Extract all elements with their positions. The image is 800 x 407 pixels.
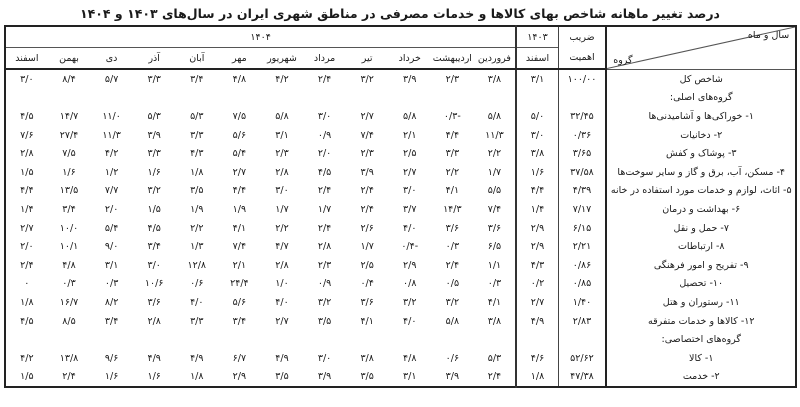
month-value-cell: ۱۴/۷ xyxy=(59,110,79,122)
month-value-cell: ۱/۷ xyxy=(360,241,374,253)
month-value-cell: ۲/۰ xyxy=(20,241,34,253)
table-row xyxy=(5,275,796,294)
month-1404-header: آذر xyxy=(133,48,176,70)
month-value-cell: ۲/۲ xyxy=(275,222,289,234)
table-row xyxy=(5,144,796,163)
month-value-cell: ۲/۳ xyxy=(360,148,374,160)
section-label: گروه‌های اصلی: xyxy=(606,89,796,108)
weight-cell: ۰/۸۵ xyxy=(558,275,606,294)
table-row xyxy=(5,219,796,238)
month-1404-header: مرداد xyxy=(303,48,346,70)
empty-cell xyxy=(516,330,558,349)
month-value-cell: ۱۳/۸ xyxy=(59,352,79,364)
cpi-monthly-change-table xyxy=(4,25,797,388)
esfand-1403-cell: ۴/۶ xyxy=(516,349,558,368)
month-value-cell: ۰/۳ xyxy=(445,241,460,253)
month-value-cell: ۱۰/۱ xyxy=(59,241,79,253)
month-value-cell: ۲/۷ xyxy=(20,222,34,234)
table-row xyxy=(5,182,796,201)
month-value-cell: ۲/۴ xyxy=(487,371,502,383)
month-value-cell: ۴/۰ xyxy=(403,222,417,234)
month-value-cell: ۵/۳ xyxy=(190,110,204,122)
month-value-cell: ۳/۲ xyxy=(445,296,460,308)
month-value-cell: ۱/۷ xyxy=(275,203,289,215)
month-value-cell: ۹/۶ xyxy=(104,352,119,364)
month-value-cell: ۱۱/۰ xyxy=(102,110,121,122)
table-row xyxy=(5,163,796,182)
month-value-cell: ۲/۴ xyxy=(445,259,460,271)
month-value-cell: ۷/۷ xyxy=(104,185,119,197)
month-value-cell: ۱۰/۶ xyxy=(144,278,164,290)
corner-header xyxy=(606,26,796,69)
group-name-cell: ۳- پوشاک و کفش xyxy=(606,144,796,163)
esfand-1403-cell: ۲/۹ xyxy=(516,219,558,238)
month-value-cell: ۵/۷ xyxy=(104,73,119,85)
month-value-cell: ۱/۷ xyxy=(487,166,502,178)
month-value-cell: ۴/۱ xyxy=(232,222,247,234)
month-value-cell: ۴/۱ xyxy=(445,185,460,197)
month-value-cell: ۳/۳ xyxy=(190,315,204,327)
month-value-cell: ۳/۱ xyxy=(403,371,417,383)
month-value-cell: ۲/۱ xyxy=(403,129,417,141)
group-name-cell: ۷- حمل و نقل xyxy=(606,219,796,238)
month-value-cell: ۶/۷ xyxy=(232,352,247,364)
table-body xyxy=(5,69,796,387)
month-value-cell: ۰/۶ xyxy=(445,352,460,364)
esfand-1403-cell: ۳/۸ xyxy=(516,144,558,163)
table-row xyxy=(5,126,796,145)
empty-cell xyxy=(558,330,606,349)
esfand-1403-cell: ۳/۰ xyxy=(516,126,558,145)
weight-header-line1: ضریب xyxy=(558,26,606,48)
month-value-cell: ۷/۴ xyxy=(232,241,247,253)
month-value-cell: ۴/۵ xyxy=(20,315,34,327)
month-value-cell: ۰/۹ xyxy=(317,129,332,141)
month-value-cell: ۱/۸ xyxy=(190,166,204,178)
month-value-cell: ۶/۵ xyxy=(487,241,502,253)
month-value-cell: ۷/۶ xyxy=(20,129,34,141)
month-value-cell: ۲/۳ xyxy=(445,73,460,85)
month-value-cell: ۴/۲ xyxy=(20,352,34,364)
month-value-cell: ۰/۶ xyxy=(190,278,204,290)
table-row xyxy=(5,107,796,126)
month-value-cell: ۳/۱ xyxy=(275,129,289,141)
month-value-cell: ۲/۳ xyxy=(275,148,289,160)
month-value-cell: ۴/۰ xyxy=(275,296,289,308)
weight-cell: ۲/۲۱ xyxy=(558,237,606,256)
month-value-cell: ۱/۷ xyxy=(317,203,332,215)
weight-cell: ۳۲/۴۵ xyxy=(558,107,606,126)
month-value-cell: ۴/۱ xyxy=(360,315,374,327)
month-value-cell: ۰/۳ xyxy=(487,278,502,290)
month-value-cell: ۳/۳ xyxy=(147,73,161,85)
month-value-cell: ۴/۹ xyxy=(147,352,161,364)
month-value-cell: ۴/۲ xyxy=(104,148,119,160)
month-value-cell: ۵/۴ xyxy=(104,222,119,234)
month-1404-header: شهریور xyxy=(261,48,304,70)
month-1404-header: بهمن xyxy=(48,48,91,70)
esfand-1403-cell: ۱/۶ xyxy=(516,163,558,182)
month-value-cell: ۲/۲ xyxy=(445,166,460,178)
month-value-cell: ۷/۵ xyxy=(62,148,76,160)
month-value-cell: ۲/۷ xyxy=(360,110,374,122)
month-value-cell: ۲/۲ xyxy=(190,222,204,234)
month-value-cell: ۲/۴ xyxy=(317,185,332,197)
month-value-cell: ۴/۴ xyxy=(232,185,247,197)
weight-cell: ۱۰۰/۰۰ xyxy=(558,69,606,89)
month-value-cell: ۳/۵ xyxy=(360,371,374,383)
month-1404-header: فروردین xyxy=(474,48,517,70)
month-value-cell: ۲/۳ xyxy=(317,259,332,271)
month-value-cell: ۲/۴ xyxy=(360,185,374,197)
month-value-cell: ۳/۲ xyxy=(317,296,332,308)
month-value-cell: ۴/۸ xyxy=(62,259,76,271)
month-value-cell: ۱/۹ xyxy=(190,203,204,215)
month-value-cell: ۲/۸ xyxy=(20,148,34,160)
month-value-cell: ۰/۳ xyxy=(62,278,76,290)
group-name-cell: شاخص کل xyxy=(606,69,796,89)
corner-label-year-month: سال و ماه xyxy=(747,30,790,41)
month-value-cell: ۱۶/۷ xyxy=(59,296,79,308)
month-value-cell: ۵/۵ xyxy=(487,185,502,197)
month-value-cell: ۲/۴ xyxy=(317,73,332,85)
month-value-cell: ۳/۶ xyxy=(445,222,460,234)
month-value-cell: ۴/۱ xyxy=(487,296,502,308)
weight-cell: ۴/۳۹ xyxy=(558,182,606,201)
section-row xyxy=(5,89,796,108)
weight-cell: ۱/۴۰ xyxy=(558,293,606,312)
corner-label-group: گروه xyxy=(613,54,633,66)
table-row xyxy=(5,312,796,331)
weight-cell: ۲/۸۳ xyxy=(558,312,606,331)
group-name-cell: ۴- مسکن، آب، برق و گاز و سایر سوخت‌ها xyxy=(606,163,796,182)
month-value-cell: ۲/۵ xyxy=(403,148,417,160)
month-value-cell: ۳/۰ xyxy=(317,110,332,122)
year-1404-header: ۱۴۰۴ xyxy=(5,26,516,48)
esfand-1403-cell: ۱/۴ xyxy=(516,200,558,219)
month-value-cell: ۳/۶ xyxy=(147,296,161,308)
group-name-cell: ۲- خدمت xyxy=(606,368,796,388)
month-value-cell: ۷/۴ xyxy=(360,129,374,141)
month-value-cell: ۳/۰ xyxy=(20,73,34,85)
month-value-cell: ۳/۰ xyxy=(317,352,332,364)
month-value-cell: ۰/۸ xyxy=(403,278,417,290)
month-value-cell: ۸/۵ xyxy=(62,315,76,327)
month-value-cell: ۲/۲ xyxy=(487,148,502,160)
empty-cell xyxy=(516,89,558,108)
month-value-cell: -۰/۴ xyxy=(401,241,419,253)
month-value-cell: ۲/۵ xyxy=(360,259,374,271)
month-value-cell: ۳/۴ xyxy=(104,315,119,327)
group-name-cell: ۱- کالا xyxy=(606,349,796,368)
month-value-cell: ۲/۴ xyxy=(62,371,76,383)
section-row xyxy=(5,330,796,349)
month-value-cell: ۲/۰ xyxy=(104,203,119,215)
month-value-cell: ۲/۴ xyxy=(20,259,34,271)
empty-cell xyxy=(5,89,516,108)
month-value-cell: ۱/۱ xyxy=(487,259,502,271)
group-name-cell: ۱۰- تحصیل xyxy=(606,275,796,294)
month-value-cell: ۱۴/۳ xyxy=(443,203,462,215)
month-value-cell: ۴/۷ xyxy=(275,241,289,253)
month-value-cell: ۰ xyxy=(24,278,30,290)
month-value-cell: ۲/۹ xyxy=(403,259,417,271)
esfand-1403-cell: ۲/۹ xyxy=(516,237,558,256)
month-value-cell: ۴/۲ xyxy=(275,73,289,85)
month-value-cell: ۵/۸ xyxy=(445,315,460,327)
month-value-cell: ۳/۳ xyxy=(147,148,161,160)
month-value-cell: ۱/۰ xyxy=(275,278,289,290)
esfand-1403-cell: ۲/۷ xyxy=(516,293,558,312)
month-1404-header: دی xyxy=(90,48,133,70)
month-value-cell: ۱/۸ xyxy=(190,371,204,383)
empty-cell xyxy=(558,89,606,108)
month-value-cell: ۳/۹ xyxy=(445,371,460,383)
group-name-cell: ۱- خوراکی‌ها و آشامیدنی‌ها xyxy=(606,107,796,126)
table-row xyxy=(5,293,796,312)
month-value-cell: ۳/۴ xyxy=(147,241,161,253)
month-value-cell: ۱/۵ xyxy=(147,203,161,215)
group-name-cell: ۱۲- کالاها و خدمات متفرقه xyxy=(606,312,796,331)
esfand-1403-cell: ۱/۸ xyxy=(516,368,558,388)
month-value-cell: ۳/۸ xyxy=(487,73,502,85)
group-name-cell: ۶- بهداشت و درمان xyxy=(606,200,796,219)
month-value-cell: ۴/۴ xyxy=(445,129,460,141)
month-value-cell: ۴/۰ xyxy=(403,315,417,327)
weight-header-line2: اهمیت xyxy=(558,48,606,70)
month-value-cell: ۲/۴ xyxy=(317,222,332,234)
month-value-cell: ۲۷/۴ xyxy=(59,129,79,141)
month-value-cell: ۴/۵ xyxy=(20,110,34,122)
month-value-cell: ۵/۸ xyxy=(487,110,502,122)
weight-cell: ۰/۸۶ xyxy=(558,256,606,275)
month-1404-header: آبان xyxy=(175,48,218,70)
month-value-cell: ۳/۳ xyxy=(190,129,204,141)
group-name-cell: ۲- دخانیات xyxy=(606,126,796,145)
esfand-1403-cell: ۳/۱ xyxy=(516,69,558,89)
month-value-cell: ۳/۷ xyxy=(403,203,417,215)
month-value-cell: ۲/۸ xyxy=(317,241,332,253)
month-value-cell: ۵/۶ xyxy=(232,296,247,308)
weight-cell: ۳/۶۵ xyxy=(558,144,606,163)
month-value-cell: ۵/۳ xyxy=(147,110,161,122)
month-value-cell: ۲/۱ xyxy=(232,259,247,271)
month-value-cell: ۴/۸ xyxy=(232,73,247,85)
month-value-cell: ۱۰/۰ xyxy=(59,222,79,234)
weight-cell: ۵۲/۶۲ xyxy=(558,349,606,368)
weight-cell: ۳۷/۵۸ xyxy=(558,163,606,182)
month-value-cell: ۷/۵ xyxy=(232,110,247,122)
month-value-cell: ۹/۰ xyxy=(104,241,119,253)
esfand-1403-cell: ۴/۴ xyxy=(516,182,558,201)
table-title: درصد تغییر ماهانه شاخص بهای کالاها و خدمات مصرفی در مناطق شهری ایران در سال‌های ۱۴۰۳ و ۱۴۰۴ xyxy=(80,6,720,21)
year-1403-header: ۱۴۰۳ xyxy=(516,26,558,48)
month-value-cell: ۰/۴ xyxy=(360,278,374,290)
month-value-cell: ۲/۸ xyxy=(147,315,161,327)
month-value-cell: ۰/۳ xyxy=(104,278,119,290)
month-value-cell: ۱/۶ xyxy=(104,371,119,383)
month-value-cell: ۱/۶ xyxy=(62,166,76,178)
month-value-cell: ۳/۲ xyxy=(147,185,161,197)
month-value-cell: ۳/۹ xyxy=(147,129,161,141)
month-value-cell: ۱۱/۳ xyxy=(102,129,121,141)
month-value-cell: ۳/۱ xyxy=(104,259,119,271)
esfand-1403-cell: ۰/۲ xyxy=(516,275,558,294)
month-value-cell: ۳/۴ xyxy=(190,73,204,85)
month-value-cell: ۱/۲ xyxy=(104,166,119,178)
month-1404-header: اسفند xyxy=(5,48,48,70)
month-value-cell: ۱/۶ xyxy=(147,166,161,178)
group-name-cell: ۱۱- رستوران و هتل xyxy=(606,293,796,312)
month-1404-header: خرداد xyxy=(388,48,431,70)
table-row xyxy=(5,349,796,368)
month-value-cell: ۵/۳ xyxy=(487,352,502,364)
month-value-cell: ۳/۵ xyxy=(275,371,289,383)
month-value-cell: ۳/۹ xyxy=(317,371,332,383)
month-value-cell: ۳/۰ xyxy=(275,185,289,197)
month-1404-header: مهر xyxy=(218,48,261,70)
month-value-cell: ۸/۲ xyxy=(104,296,119,308)
month-value-cell: ۷/۴ xyxy=(487,203,502,215)
month-value-cell: ۰/۵ xyxy=(445,278,460,290)
table-row xyxy=(5,200,796,219)
month-value-cell: ۱/۵ xyxy=(20,166,34,178)
month-value-cell: ۳/۹ xyxy=(403,73,417,85)
table-row xyxy=(5,69,796,89)
esfand-1403-cell: ۴/۹ xyxy=(516,312,558,331)
table-row xyxy=(5,368,796,388)
month-value-cell: ۲/۹ xyxy=(232,371,247,383)
month-value-cell: ۴/۰ xyxy=(190,296,204,308)
month-value-cell: ۲/۶ xyxy=(360,222,374,234)
month-value-cell: ۴/۸ xyxy=(403,352,417,364)
table-row xyxy=(5,256,796,275)
month-value-cell: ۳/۴ xyxy=(232,315,247,327)
month-value-cell: ۳/۶ xyxy=(360,296,374,308)
month-value-cell: ۳/۸ xyxy=(360,352,374,364)
table-row xyxy=(5,237,796,256)
month-value-cell: ۳/۲ xyxy=(360,73,374,85)
month-value-cell: ۱۱/۳ xyxy=(485,129,504,141)
month-value-cell: ۳/۶ xyxy=(487,222,502,234)
month-value-cell: -۰/۳ xyxy=(443,110,461,122)
month-value-cell: ۵/۸ xyxy=(403,110,417,122)
month-1404-header: اردیبهشت xyxy=(431,48,474,70)
group-name-cell: ۵- اثاث، لوازم و خدمات مورد استفاده در خانه xyxy=(606,182,796,201)
month-value-cell: ۳/۵ xyxy=(317,315,332,327)
month-value-cell: ۳/۲ xyxy=(403,296,417,308)
month-value-cell: ۲/۰ xyxy=(317,148,332,160)
weight-cell: ۶/۱۵ xyxy=(558,219,606,238)
month-value-cell: ۳/۴ xyxy=(62,203,76,215)
esfand-1403-cell: ۴/۳ xyxy=(516,256,558,275)
month-value-cell: ۳/۳ xyxy=(445,148,460,160)
month-value-cell: ۱/۳ xyxy=(190,241,204,253)
month-value-cell: ۴/۴ xyxy=(20,185,34,197)
month-value-cell: ۱/۴ xyxy=(20,203,34,215)
month-value-cell: ۲/۷ xyxy=(275,315,289,327)
month-value-cell: ۱/۹ xyxy=(232,203,247,215)
weight-cell: ۰/۳۶ xyxy=(558,126,606,145)
month-value-cell: ۴/۵ xyxy=(317,166,332,178)
empty-cell xyxy=(5,330,516,349)
month-value-cell: ۰/۹ xyxy=(317,278,332,290)
month-value-cell: ۱/۶ xyxy=(147,371,161,383)
month-1403-esfand: اسفند xyxy=(516,48,558,70)
month-value-cell: ۴/۹ xyxy=(190,352,204,364)
month-value-cell: ۲۴/۴ xyxy=(230,278,249,290)
month-value-cell: ۲/۷ xyxy=(232,166,247,178)
month-value-cell: ۸/۴ xyxy=(62,73,76,85)
month-value-cell: ۱۲/۸ xyxy=(187,259,207,271)
weight-cell: ۴۷/۳۸ xyxy=(558,368,606,388)
esfand-1403-cell: ۵/۰ xyxy=(516,107,558,126)
header-row-years xyxy=(5,26,796,48)
month-value-cell: ۱/۵ xyxy=(20,371,34,383)
month-1404-header: تیر xyxy=(346,48,389,70)
month-value-cell: ۴/۵ xyxy=(147,222,161,234)
month-value-cell: ۳/۸ xyxy=(487,315,502,327)
month-value-cell: ۳/۰ xyxy=(147,259,161,271)
month-value-cell: ۲/۸ xyxy=(275,259,289,271)
month-value-cell: ۱۳/۵ xyxy=(59,185,79,197)
month-value-cell: ۵/۸ xyxy=(275,110,289,122)
month-value-cell: ۴/۳ xyxy=(190,148,204,160)
month-value-cell: ۵/۶ xyxy=(232,129,247,141)
month-value-cell: ۳/۵ xyxy=(190,185,204,197)
month-value-cell: ۵/۴ xyxy=(232,148,247,160)
section-label: گروه‌های اختصاصی: xyxy=(606,330,796,349)
month-value-cell: ۲/۸ xyxy=(275,166,289,178)
month-value-cell: ۳/۹ xyxy=(360,166,374,178)
group-name-cell: ۸- ارتباطات xyxy=(606,237,796,256)
month-value-cell: ۲/۷ xyxy=(403,166,417,178)
month-value-cell: ۱/۸ xyxy=(20,296,34,308)
month-value-cell: ۴/۹ xyxy=(275,352,289,364)
month-value-cell: ۲/۴ xyxy=(360,203,374,215)
group-name-cell: ۹- تفریح و امور فرهنگی xyxy=(606,256,796,275)
weight-cell: ۷/۱۷ xyxy=(558,200,606,219)
month-value-cell: ۳/۰ xyxy=(403,185,417,197)
